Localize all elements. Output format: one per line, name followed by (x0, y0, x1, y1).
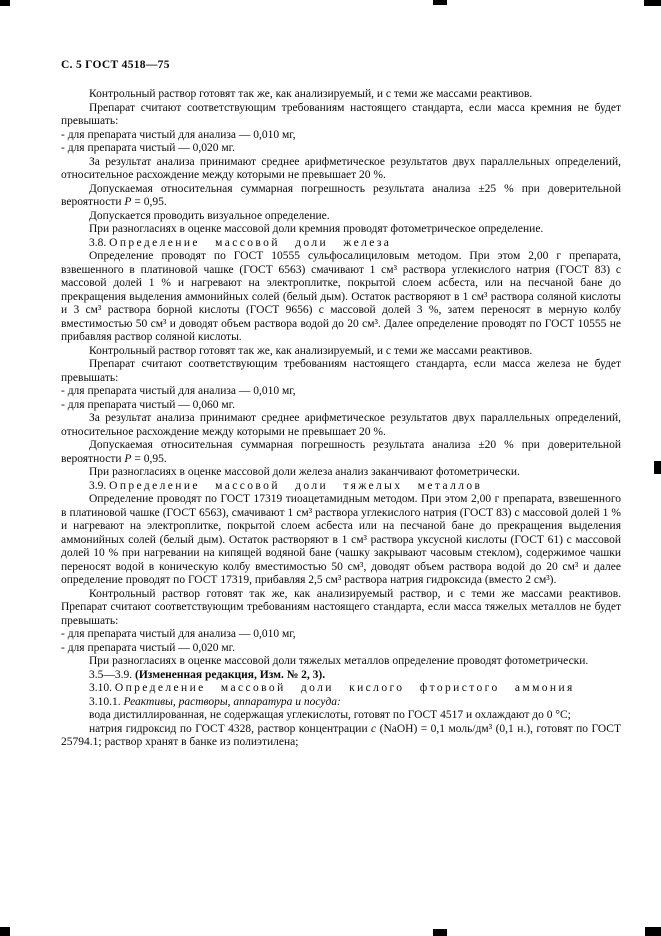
text-run: - для препарата чистый — 0,020 мг. (61, 142, 235, 154)
text-run: 3.5—3.9. (89, 668, 135, 681)
text-run: (Измененная редакция, Изм. № 2, 3). (135, 668, 326, 681)
text-run: Контрольный раствор готовят так же, как анализируемый, и с теми же массами реактивов. (89, 88, 533, 100)
paragraph (61, 88, 621, 102)
text-run: Допускается проводить визуальное определение. (89, 209, 330, 222)
text-run: вода дистиллированная, не содержащая углекислоты, готовят по ГОСТ 4517 и охлаждают до 0 °С; (89, 709, 571, 721)
registration-mark-top-left (0, 0, 10, 6)
text-run: При разногласиях в оценке массовой доли тяжелых металлов определение проводят фотометрически. (89, 655, 589, 667)
dash-list-item (61, 385, 621, 399)
registration-mark-top-center (433, 0, 447, 5)
text-run: - для препарата чистый для анализа — 0,010 мг, (61, 628, 296, 640)
registration-mark-bottom-left (0, 927, 10, 936)
section-heading (61, 480, 621, 494)
text-run: 3.9. (89, 479, 110, 492)
paragraph (61, 723, 621, 750)
text-run: Допускаемая относительная суммарная погрешность результата анализа ±25 % при доверительной вероятности (61, 182, 621, 208)
text-run: За результат анализа принимают среднее арифметическое результатов двух параллельных определений, относительное расхождение между которыми не превышает 20 %. (61, 155, 621, 181)
paragraph (61, 493, 621, 588)
paragraph (61, 439, 621, 466)
text-run: Реактивы, растворы, аппаратура и посуда: (123, 695, 341, 708)
text-run: За результат анализа принимают среднее арифметическое результатов двух параллельных определений, относительное расхождение между которыми не превышает 20 %. (61, 412, 621, 438)
dash-list-item (61, 142, 621, 156)
text-run: - для препарата чистый — 0,020 мг. (61, 641, 235, 654)
text-run: Определение проводят по ГОСТ 17319 тиоацетамидным методом. При этом 2,00 г препарата, взвешенного в платиновой чашке (ГОСТ 6563), смачивают 1 см³ раствора углекислого натрия (ГОСТ 83) с массовой долей 1 % и нагревают на электроплитке, покрытой слоем асбеста или на песчаной бане до прекращения выделения аммонийных солей (белый дым). Остаток растворяют в 1 см³ раствора уксусной кислоты (ГОСТ 61) с массовой долей 10 % при нагревании на кипящей водяной бане (чашку закрывают часовым стеклом), содержимое чашки переносят водой в коническую колбу вместимостью 50 см³, доводят объем раствора водой до 20 см³ и далее определение проводят по ГОСТ 17319, прибавляя 2,5 см³ раствора натрия гидроксида (вместо 2 см³). (61, 493, 621, 586)
registration-mark-right-middle (654, 461, 661, 474)
paragraph (61, 210, 621, 224)
paragraph (61, 223, 621, 237)
text-run: 3.8. (89, 236, 110, 249)
dash-list-item (61, 129, 621, 143)
page-header: С. 5 ГОСТ 4518—75 (61, 59, 170, 71)
text-run: - для препарата чистый — 0,060 мг. (61, 398, 235, 411)
text-run: натрия гидроксид по ГОСТ 4328, раствор концентрации (89, 722, 372, 735)
text-run: При разногласиях в оценке массовой доли железа анализ заканчивают фотометрически. (89, 466, 520, 478)
amendment-note (61, 669, 621, 683)
text-run: Р (124, 196, 132, 208)
paragraph (61, 102, 621, 129)
text-run: = 0,95. (131, 196, 167, 208)
text-run: Определение массовой доли железа (109, 236, 392, 249)
dash-list-item (61, 399, 621, 413)
text-run: Препарат считают соответствующим требованиям настоящего стандарта, если масса кремния не будет превышать: (61, 101, 621, 127)
text-run: Контрольный раствор готовят так же, как анализируемый раствор, и с теми же массами реактивов. Препарат считают соответствующим требованиям настоящего стандарта, если масса тяжелых металлов не будет превышать: (61, 587, 621, 627)
text-run: 3.10.1. (89, 695, 124, 708)
paragraph (61, 358, 621, 385)
text-run: Допускаемая относительная суммарная погрешность результата анализа ±20 % при доверительной вероятности (61, 439, 621, 465)
paragraph (61, 655, 621, 669)
text-run: - для препарата чистый для анализа — 0,010 мг, (61, 128, 296, 141)
text-run: 3.10. (89, 682, 115, 694)
paragraph (61, 156, 621, 183)
text-run: Препарат считают соответствующим требованиям настоящего стандарта, если масса железа не будет превышать: (61, 358, 621, 384)
text-run: Контрольный раствор готовят так же, как анализируемый, и с теми же массами реактивов. (89, 344, 533, 357)
document-text (61, 88, 621, 750)
registration-mark-bottom-right (645, 927, 661, 936)
text-run: Р (124, 452, 132, 465)
paragraph (61, 709, 621, 723)
section-heading (61, 237, 621, 251)
dash-list-item (61, 628, 621, 642)
registration-mark-top-right (644, 0, 661, 6)
text-run: Определение массовой доли кислого фтористого аммония (114, 682, 575, 694)
paragraph (61, 250, 621, 345)
text-run: = 0,95. (131, 452, 167, 465)
text-run: (NaOH) = 0,1 моль/дм³ (0,1 н.), готовят по ГОСТ 25794.1; раствор хранят в банке из полиэтилена; (61, 722, 621, 748)
registration-mark-bottom-center (433, 929, 447, 936)
text-run: Определение проводят по ГОСТ 10555 сульфосалициловым методом. При этом 2,00 г препарата, взвешенного в платиновой чашке (ГОСТ 6563) смачивают 1 см³ раствора углекислого натрия (ГОСТ 83) с массовой долей 1 % и нагревают на электроплитке, покрытой слоем асбеста, или на песчаной бане до прекращения выделения аммонийных солей (белый дым). Остаток растворяют в 1 см³ раствора соляной кислоты и 3 см³ раствора борной кислоты (ГОСТ 9656) с массовой долей 3 %, затем переносят в мерную колбу вместимостью 50 см³ и доводят объем раствора водой до 20 см³. Далее определение проводят по ГОСТ 10555 не прибавляя раствор соляной кислоты. (61, 250, 621, 343)
paragraph (61, 588, 621, 629)
paragraph (61, 412, 621, 439)
paragraph (61, 345, 621, 359)
dash-list-item (61, 642, 621, 656)
paragraph (61, 696, 621, 710)
paragraph (61, 183, 621, 210)
text-run: При разногласиях в оценке массовой доли кремния проводят фотометрическое определение. (89, 223, 544, 235)
text-run: - для препарата чистый для анализа — 0,010 мг, (61, 385, 296, 397)
text-run: Определение массовой доли тяжелых металлов (109, 479, 483, 492)
text-run: с (371, 722, 377, 735)
section-heading (61, 682, 621, 696)
paragraph (61, 466, 621, 480)
